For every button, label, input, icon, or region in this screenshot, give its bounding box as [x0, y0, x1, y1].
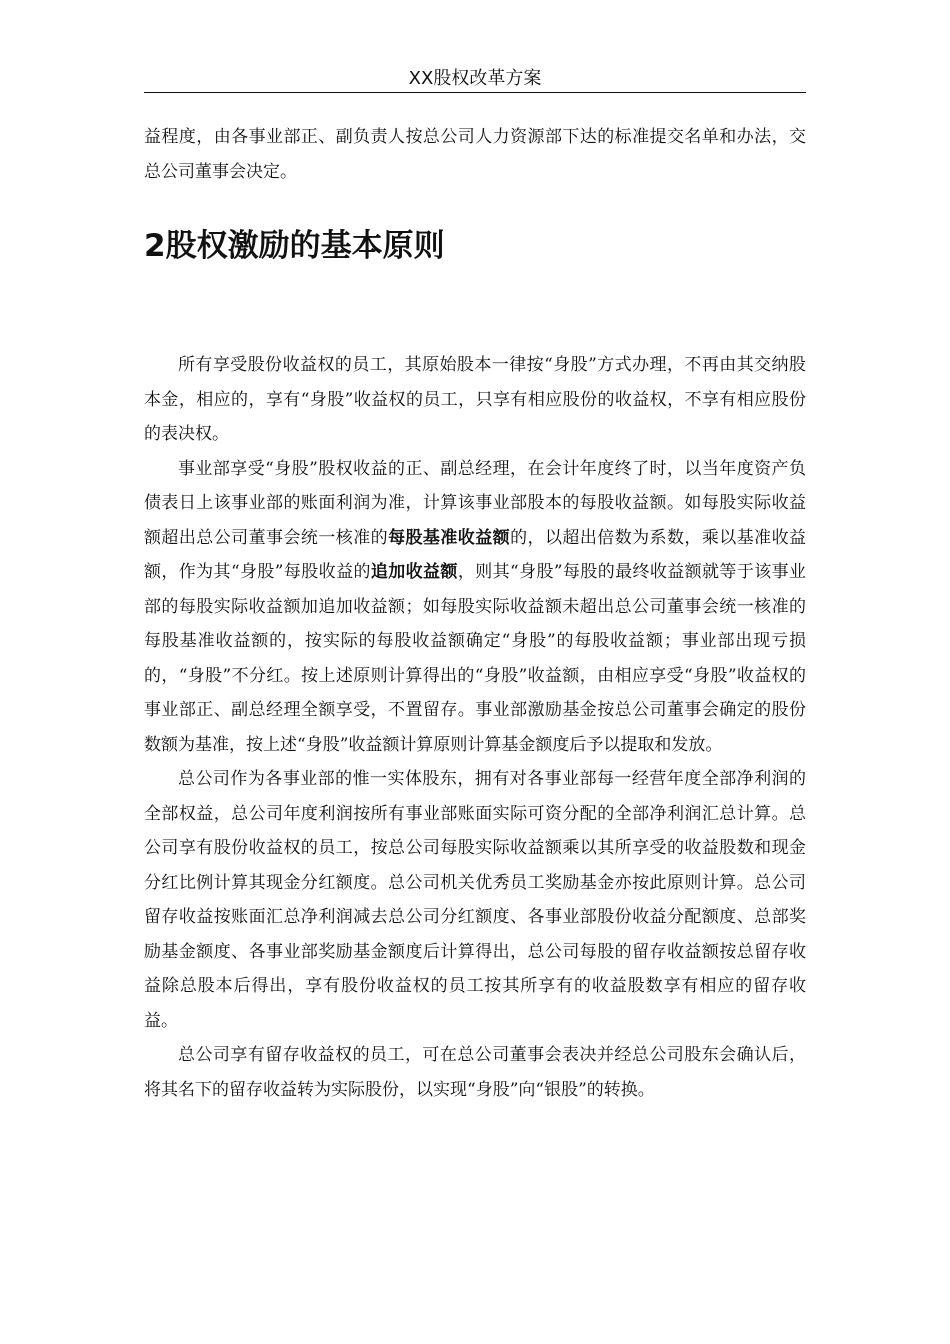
- paragraph-text: ，则其“身股”每股的最终收益额就等于该事业部的每股实际收益额加追加收益额；如每股实际收益额未超出总公司董事会统一核准的每股基准收益额的，按实际的每股收益额确定“身股”的每股收益额；事业部出现亏损的，“身股”不分红。按上述原则计算得出的“身股”收益额，由相应享受“身股”收益权的事业部正、副总经理全额享受，不置留存。事业部激励基金按总公司董事会确定的股份数额为基准，按上述“身股”收益额计算原则计算基金额度后予以提取和发放。: [144, 562, 806, 755]
- paragraph-head-office-profit: 总公司作为各事业部的惟一实体股东，拥有对各事业部每一经营年度全部净利润的全部权益，总公司年度利润按所有事业部账面实际可资分配的全部净利润汇总计算。总公司享有股份收益权的员工，按总公司每股实际收益额乘以其所享受的收益股数和现金分红比例计算其现金分红额度。总公司机关优秀员工奖励基金亦按此原则计算。总公司留存收益按账面汇总净利润减去总公司分红额度、各事业部股份收益分配额度、总部奖励基金额度、各事业部奖励基金额度后计算得出，总公司每股的留存收益额按总留存收益除总股本后得出，享有股份收益权的员工按其所享有的收益股数享有相应的留存收益。: [144, 769, 806, 1031]
- section-heading: 2股权激励的基本原则: [144, 228, 445, 264]
- continuation-paragraph: 益程度，由各事业部正、副负责人按总公司人力资源部下达的标准提交名单和办法，交总公司董事会决定。: [144, 127, 806, 182]
- bold-term-base-earnings: 每股基准收益额: [388, 527, 511, 548]
- header-divider: [144, 92, 806, 93]
- paragraph-division-earnings: [144, 452, 806, 763]
- paragraph-shen-gu-rule: 所有享受股份收益权的员工，其原始股本一律按“身股”方式办理，不再由其交纳股本金，相应的，享有“身股”收益权的员工，只享有相应股份的收益权，不享有相应股份的表决权。: [144, 355, 806, 444]
- paragraph-text: 的，以超出倍数为系数，乘以基准收益额，作为其“身股”每股收益的: [144, 527, 807, 582]
- paragraph-retained-earnings-conversion: 总公司享有留存收益权的员工，可在总公司董事会表决并经总公司股东会确认后，将其名下的留存收益转为实际股份，以实现“身股”向“银股”的转换。: [144, 1045, 806, 1100]
- continued-text-block: [144, 120, 806, 189]
- bold-term-additional-earnings: 追加收益额: [370, 562, 458, 582]
- section-body: [144, 348, 806, 1107]
- paragraph-text: 事业部享受“身股”股权收益的正、副总经理，在会计年度终了时，以当年度资产负债表日上该事业部的账面利润为准，计算该事业部股本的每股收益额。如每股实际收益额超出总公司董事会统一核准的: [144, 458, 806, 548]
- running-header-title: XX股权改革方案: [408, 68, 542, 89]
